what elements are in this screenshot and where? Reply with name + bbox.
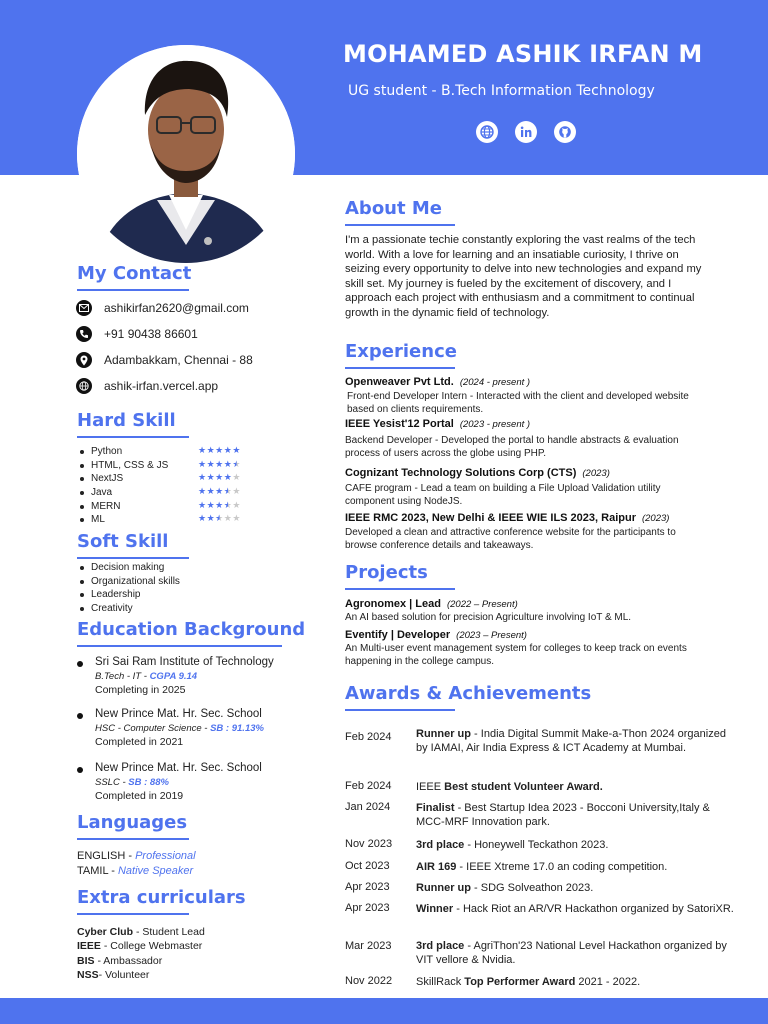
skill-name: MERN [91,500,121,512]
soft-skill-title: Soft Skill [77,531,169,552]
award-text: Runner up - India Digital Summit Make-a-Thon 2024 organized by IAMAI, Air India Express & ICT Academy at Mumbai. [416,728,726,754]
completion: Completed in 2021 [95,736,184,748]
bullet-dot [77,661,83,667]
project-name: Eventify | Developer (2023 – Present) [345,629,527,641]
score: SB : 88% [128,777,169,788]
experience-org: IEEE Yesist'12 Portal (2023 - present ) [345,418,531,430]
bullet-dot [77,713,83,719]
award-text: 3rd place - AgriThon'23 National Level Hackathon organized by VIT vellore & Nvidia. [416,940,727,966]
project-desc: An Multi-user event management system for colleges to keep track on events happening in the college campus. [345,643,687,667]
linkedin-icon[interactable] [515,121,537,143]
about-text: I'm a passionate techie constantly exploring the vast realms of the tech world. With a love for learning and an insatiable curiosity, I thrive on seizing every opportunity to delve into new technologies and expand my skill set. My journey is fueled by the excitement of discovery, and I approach each project with enthusiasm and a commitment to continual growth in the dynamic field of technology. [345,234,702,319]
experience-org: IEEE RMC 2023, New Delhi & IEEE WIE ILS 2023, Raipur (2023) [345,512,670,524]
experience-title: Experience [345,341,457,362]
period: (2023) [582,468,610,479]
star-rating-icon: ★★★★★ [198,473,241,484]
skill-item [77,472,257,486]
star-rating-icon: ★★★★★ [198,500,241,511]
email-icon [76,300,92,316]
skill-item [77,513,257,527]
extra-item: IEEE - College Webmaster [77,940,203,952]
project-name: Agronomex | Lead (2022 – Present) [345,598,518,610]
footer-bar [0,998,768,1024]
award-date: Feb 2024 [345,731,392,743]
period: (2022 – Present) [446,599,518,610]
period: (2023 – Present) [456,630,527,641]
award-date: Oct 2023 [345,860,390,872]
soft-skill-list [77,561,257,616]
language-level: Professional [135,850,196,862]
skill-name: Java [91,487,113,499]
award-date: Apr 2023 [345,902,390,914]
award-text: AIR 169 - IEEE Xtreme 17.0 an coding competition. [416,861,668,873]
school-name: New Prince Mat. Hr. Sec. School [95,762,262,774]
contact-address [76,352,253,368]
completion: Completing in 2025 [95,684,186,696]
hard-skill-title: Hard Skill [77,410,176,431]
extra-item: NSS- Volunteer [77,969,150,981]
skill-name: HTML, CSS & JS [91,459,169,471]
skill-item [77,459,257,473]
hard-skill-list [77,445,257,527]
language-level: Native Speaker [117,865,194,877]
degree-line: B.Tech - IT - CGPA 9.14 [95,671,198,682]
about-title: About Me [345,198,442,219]
award-text: Finalist - Best Startup Idea 2023 - Bocconi University,Italy & MCC-MRF Innovation park. [416,802,710,828]
phone-icon [76,326,92,342]
website-text: ashik-irfan.vercel.app [104,379,219,393]
skill-item [77,486,257,500]
star-rating-icon: ★★★★★ [198,514,241,525]
completion: Completed in 2019 [95,790,184,802]
award-text: SkillRack Top Performer Award 2021 - 2022. [416,976,641,988]
awards-title: Awards & Achievements [345,683,592,704]
skill-item [77,500,257,514]
award-date: Apr 2023 [345,881,390,893]
experience-desc: Front-end Developer Intern - Interacted with the client and developed website based on clients requirements. [347,391,689,415]
globe-icon[interactable] [476,121,498,143]
star-rating-icon: ★★★★★ [198,459,241,470]
award-date: Jan 2024 [345,801,391,813]
web-icon [76,378,92,394]
language-tamil: TAMIL - Native Speaker [77,865,194,877]
language-english: ENGLISH - Professional [77,850,196,862]
languages-title: Languages [77,812,188,833]
period: (2023) [641,513,670,524]
projects-title: Projects [345,562,428,583]
experience-desc: Backend Developer - Developed the portal to handle abstracts & evaluation process of users across the globe using PHP. [345,435,679,459]
education-title: Education Background [77,619,306,640]
award-text: Winner - Hack Riot an AR/VR Hackathon organized by SatoriXR. [416,903,734,915]
award-date: Nov 2022 [345,975,393,987]
degree-line: SSLC - SB : 88% [95,777,169,788]
award-text: IEEE Best student Volunteer Award. [416,781,603,793]
school-name: Sri Sai Ram Institute of Technology [95,656,274,668]
contact-phone[interactable] [76,326,198,342]
school-name: New Prince Mat. Hr. Sec. School [95,708,262,720]
skill-name: NextJS [91,473,124,485]
experience-org: Cognizant Technology Solutions Corp (CTS) (2023) [345,467,610,479]
extra-item: BIS - Ambassador [77,955,163,967]
skill-name: Python [91,446,123,457]
experience-org: Openweaver Pvt Ltd. (2024 - present ) [345,376,531,388]
email-text: ashikirfan2620@gmail.com [104,301,249,315]
award-date: Mar 2023 [345,940,392,952]
experience-desc: CAFE program - Lead a team on building a File Upload Validation utility component using NodeJS. [345,483,661,507]
award-date: Feb 2024 [345,780,392,792]
period: (2023 - present ) [459,419,531,430]
contact-title: My Contact [77,263,192,284]
award-text: Runner up - SDG Solveathon 2023. [416,882,594,894]
list-item: Creativity [77,602,257,616]
github-icon[interactable] [554,121,576,143]
contact-email[interactable] [76,300,249,316]
degree-line: HSC - Computer Science - SB : 91.13% [95,723,264,734]
location-pin-icon [76,352,92,368]
bullet-dot [77,767,83,773]
skill-item [77,445,257,459]
award-date: Nov 2023 [345,838,393,850]
extra-title: Extra curriculars [77,887,246,908]
award-text: 3rd place - Honeywell Teckathon 2023. [416,839,609,851]
contact-website[interactable] [76,378,218,394]
list-item: Leadership [77,588,257,602]
phone-text: +91 90438 86601 [104,327,198,341]
project-desc: An AI based solution for precision Agriculture involving IoT & ML. [345,612,632,623]
full-name: MOHAMED ASHIK IRFAN M [343,40,703,68]
score: CGPA 9.14 [149,671,198,682]
star-rating-icon: ★★★★★ [198,446,241,456]
tagline: UG student - B.Tech Information Technology [348,83,655,99]
list-item: Decision making [77,561,257,575]
address-text: Adambakkam, Chennai - 88 [104,353,253,367]
period: (2024 - present ) [459,377,531,388]
list-item: Organizational skills [77,575,257,589]
score: SB : 91.13% [210,723,264,734]
social-links [476,121,576,143]
star-rating-icon: ★★★★★ [198,487,241,498]
skill-name: ML [91,514,105,526]
extra-item: Cyber Club - Student Lead [77,926,205,938]
experience-desc: Developed a clean and attractive conference website for the participants to browse conference details and takeaways. [345,527,676,551]
profile-photo [77,45,295,263]
